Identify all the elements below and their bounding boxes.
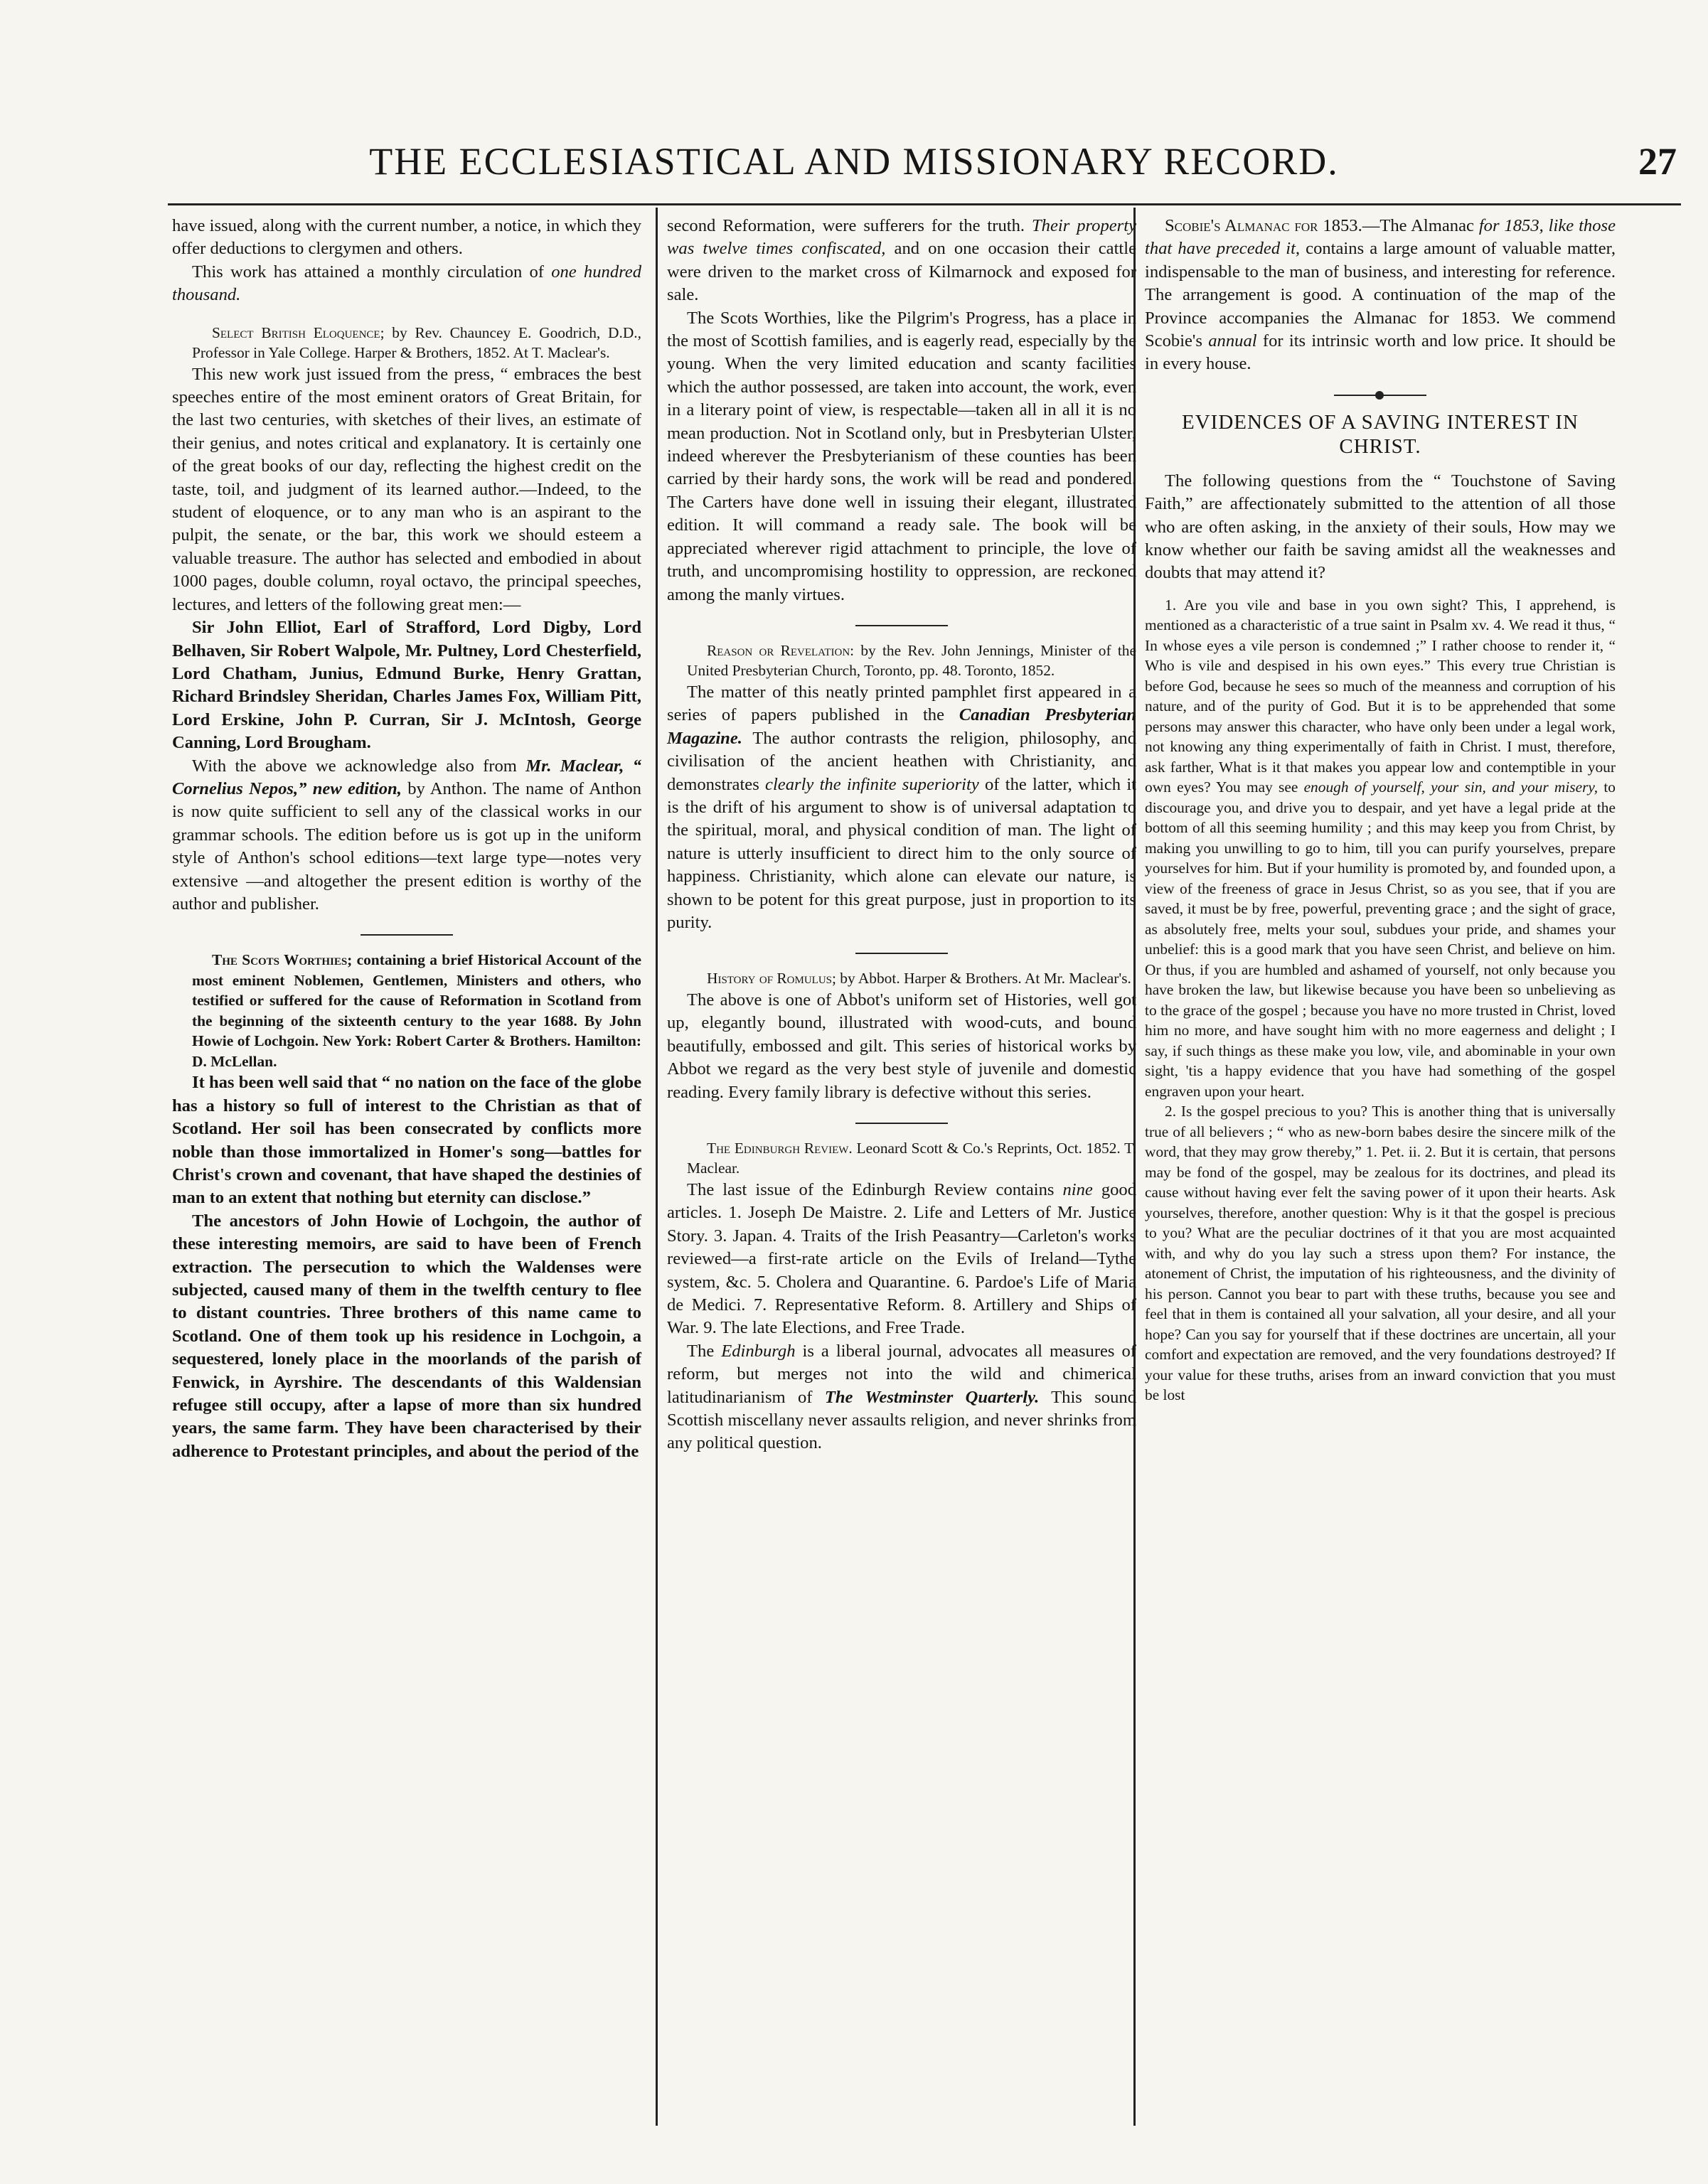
review-heading: History of Romulus; by Abbot. Harper & Brothers. At Mr. Maclear's. <box>707 970 1131 987</box>
paragraph: It has been well said that “ no nation on the face of the globe has a history so full of interest to the Christian as that of Scotland. Her soil has been consecrated by conflicts more noble than those immortalized in Homer's song—battles for Christ's crown and covenant, that have shaped the destinies of man to an extent that nothing but eternity can disclose.” <box>172 1073 641 1208</box>
column-1 <box>172 215 641 1463</box>
review-scobies-almanac: Scobie's Almanac for 1853.—The Almanac for 1853, like those that have preceded it, contains a large amount of valuable matter, indispensable to the man of business, and interesting for reference. The arrangement is good. A continuation of the map of the Province accompanies the Almanac for 1853. We commend Scobie's annual for its intrinsic worth and low price. It should be in every house. <box>1145 216 1616 374</box>
question-2: 2. Is the gospel precious to you? This is another thing that is universally true of all believers ; “ who as new-born babes desire the sincere milk of the word, that they may grow thereby,” 1. Pet. ii. 2. But it is certain, that persons may be fond of the gospel, may be zealous for its doctrines, and plead its cause without having ever felt the saving power of it upon their hearts. Ask yourselves, therefore, another question: Why is it that the gospel is precious to you? What are the peculiar doctrines of it that you are most acquainted with, and why do you lay such a stress upon them? For instance, the atonement of Christ, the imputation of his righteousness, and the divinity of his person. Cannot you bear to part with these truths, because you see and feel that in them is contained all your salvation, all your desire, and all your hope? Can you say for yourself that if these doctrines are uncertain, all your comfort and expectation are removed, and the very foundations destroyed? If your value for these truths, arises from an inward conviction that you must be lost <box>1145 1103 1616 1404</box>
review-heading: The Scots Worthies; containing a brief Historical Account of the most eminent Noblemen, Gentlemen, Ministers and others, who testified or suffered for the cause of Reformation in Scotland from the beginning of the sixteenth century to the year 1688. By John Howie of Lochgoin. New York: Robert Carter & Brothers. Hamilton: D. McLellan. <box>192 951 641 1070</box>
review-heading: Select British Eloquence; by Rev. Chauncey E. Goodrich, D.D., Professor in Yale College. Harper & Brothers, 1852. At T. Maclear's. <box>192 323 641 362</box>
masthead <box>0 139 1708 196</box>
section-separator <box>361 934 453 936</box>
review-scots-worthies <box>172 950 641 1463</box>
paragraph: The following questions from the “ Touchstone of Saving Faith,” are affectionately submitted to the attention of all those who are often asking, in the anxiety of their souls, How may we know whether our faith be saving amidst all the weaknesses and doubts that may attend it? <box>1145 471 1616 583</box>
paragraph: The above is one of Abbot's uniform set of Histories, well got up, elegantly bound, illustrated with wood-cuts, and bound beautifully, embossed and gilt. This series of historical works by Abbot we regard as the very best style of juvenile and domestic reading. Every family library is defective without this series. <box>667 990 1136 1102</box>
question-1: 1. Are you vile and base in you own sight? This, I apprehend, is mentioned as a characteristic of a true saint in Psalm xv. 4. We read it thus, “ In whose eyes a vile person is condemned ;” I rather choose to render it, “ Who is vile and despised in his own eyes.” This every true Christian is before God, because he sees so much of the meanness and corruption of his nature, and of the purity of God. But it is to be apprehended that some persons may answer this character, who have only been under a legal work, not knowing any thing experimentally of faith in Christ. I must, therefore, ask farther, What is it that makes you appear low and contemptible in your own eyes? You may see enough of yourself, your sin, and your misery, to discourage you, and drive you to despair, and yet have a legal pride at the bottom of all this seeming humility ; and this may keep you from Christ, by making you unwilling to go to him, till you can purify yourselves, prepare yourselves for him. But if your humility is promoted by, and founded upon, a view of the freeness of grace in Jesus Christ, so as you see, that if you are saved, it must be by free, powerful, preventing grace ; and the sight of grace, as absolutely free, melts your soul, subdues your pride, and shames your unbelief: this is a good mark that you have seen Christ, and believe on him. Or thus, if you are humbled and ashamed of yourself, not only because you have broken the law, but likewise because you have been so unbelieving as to the grace of the gospel ; because you have no more trusted in Christ, loved him no more, and have sought him with no more eagerness and delight ; I say, if such things as these make you low, vile, and abominable in your own sight, 'tis a happy evidence that you have had something of the gospel engraven upon your heart. <box>1145 596 1616 1100</box>
review-heading: Reason or Revelation: by the Rev. John Jennings, Minister of the United Presbyterian Church, Toronto, pp. 48. Toronto, 1852. <box>687 641 1136 680</box>
orators-list: Sir John Elliot, Earl of Strafford, Lord Digby, Lord Belhaven, Sir Robert Walpole, Mr. Pultney, Lord Chesterfield, Lord Chatham, Junius, Edmund Burke, Henry Grattan, Richard Brindsley Sheridan, Charles James Fox, William Pitt, Lord Erskine, John P. Curran, Sir J. McIntosh, George Canning, Lord Brougham. <box>172 618 641 753</box>
section-separator <box>1334 395 1426 396</box>
review-select-british-eloquence <box>172 323 641 916</box>
paragraph: have issued, along with the current number, a notice, in which they offer deductions to clergymen and others. <box>172 216 641 259</box>
paragraph: The Edinburgh is a liberal journal, advocates all measures of reform, but merges not into the wild and chimerical latitudinarianism of The Westminster Quarterly. This sound Scottish miscellany never assaults religion, and never shrinks from any political question. <box>667 1341 1136 1453</box>
questions-list <box>1145 595 1616 1406</box>
column-2 <box>667 215 1136 1455</box>
page-number: 27 <box>1638 140 1677 183</box>
paragraph: second Reformation, were sufferers for the truth. Their property was twelve times confiscated, and on one occasion their cattle were driven to the market cross of Kilmarnock and exposed for sale. <box>667 216 1136 305</box>
review-heading: The Edinburgh Review. Leonard Scott & Co.'s Reprints, Oct. 1852. T. Maclear. <box>687 1139 1136 1177</box>
paragraph: The matter of this neatly printed pamphlet first appeared in a series of papers published in the Canadian Presbyterian Magazine. The author contrasts the religion, philosophy, and civilisation of the ancient heathen with Christianity, and demonstrates clearly the infinite superiority of the latter, which it is the drift of his argument to show is of universal adaptation to the spiritual, moral, and physical condition of man. The light of nature is utterly insufficient to direct him to the only source of happiness. Christianity, which alone can elevate our nature, is shown to be potent for this great purpose, just in proportion to its purity. <box>667 682 1136 932</box>
section-title: EVIDENCES OF A SAVING INTEREST IN CHRIST. <box>1182 410 1579 458</box>
section-separator <box>855 1123 948 1124</box>
review-reason-or-revelation <box>667 641 1136 934</box>
paragraph: The ancestors of John Howie of Lochgoin, the author of these interesting memoirs, are said to have been of French extraction. The persecution to which the Waldenses were subjected, caused many of them in the twelfth century to flee to distant countries. Three brothers of this name came to Scotland. One of them took up his residence in Lochgoin, a sequestered, lonely place in the moorlands of the parish of Fenwick, in Ayrshire. The descendants of this Waldensian refugee still occupy, after a lapse of more than six hundred years, the same farm. They have been characterised by their adherence to Protestant principles, and about the period of the <box>172 1211 641 1461</box>
paragraph: With the above we acknowledge also from Mr. Maclear, “ Cornelius Nepos,” new edition, by Anthon. The name of Anthon is now quite sufficient to sell any of the classical works in our grammar schools. The edition before us is got up in the uniform style of Anthon's school editions—text large type—notes very extensive —and altogether the present edition is worthy of the author and publisher. <box>172 756 642 914</box>
review-history-of-romulus <box>667 968 1136 1104</box>
column-3 <box>1145 215 1616 1406</box>
paragraph: The Scots Worthies, like the Pilgrim's Progress, has a place in the most of Scottish families, and is eagerly read, especially by the young. When the very limited education and scanty facilities which the author possessed, are taken into account, the work, even in a literary point of view, is respectable—taken all in all it is no mean production. Not in Scotland only, but in Presbyterian Ulster, indeed wherever the Presbyterianism of these counties has been carried by their hardy sons, the work will be read and pondered. The Carters have done well in issuing their elegant, illustrated edition. It will command a ready sale. The book will be appreciated wherever rigid attachment to principle, the love of truth, and uncompromising hostility to oppression, are reckoned among the manly virtues. <box>667 308 1136 604</box>
header-rule <box>168 203 1681 205</box>
paragraph: This new work just issued from the press, “ embraces the best speeches entire of the most eminent orators of Great Britain, for the last two centuries, with sketches of their lives, an estimate of their genius, and notes critical and explanatory. It is certainly one of the great books of our day, reflecting the highest credit on the taste, toil, and judgment of its learned author.—Indeed, to the student of eloquence, or to any man who is an aspirant to the pulpit, the senate, or the bar, this work we should esteem a valuable treasure. The author has selected and embodied in about 1000 pages, double column, royal octavo, the principal speeches, lectures, and letters of the following great men:— <box>172 364 641 614</box>
section-separator <box>855 625 948 626</box>
paragraph: This work has attained a monthly circulation of one hundred thousand. <box>172 262 641 305</box>
section-separator <box>855 953 948 954</box>
column-divider-1 <box>656 208 658 2126</box>
review-edinburgh-review <box>667 1138 1136 1455</box>
paragraph: The last issue of the Edinburgh Review contains nine good articles. 1. Joseph De Maistre. 2. Life and Letters of Mr. Justice Story. 3. Japan. 4. Traits of the Irish Peasantry—Carleton's works reviewed—a first-rate article on the Evils of Ireland—Tythe system, &c. 5. Cholera and Quarantine. 6. Pardoe's Life of Maria de Medici. 7. Representative Reform. 8. Artillery and Ships of War. 9. The late Elections, and Free Trade. <box>667 1179 1137 1338</box>
page-title: THE ECCLESIASTICAL AND MISSIONARY RECORD. <box>369 140 1339 183</box>
